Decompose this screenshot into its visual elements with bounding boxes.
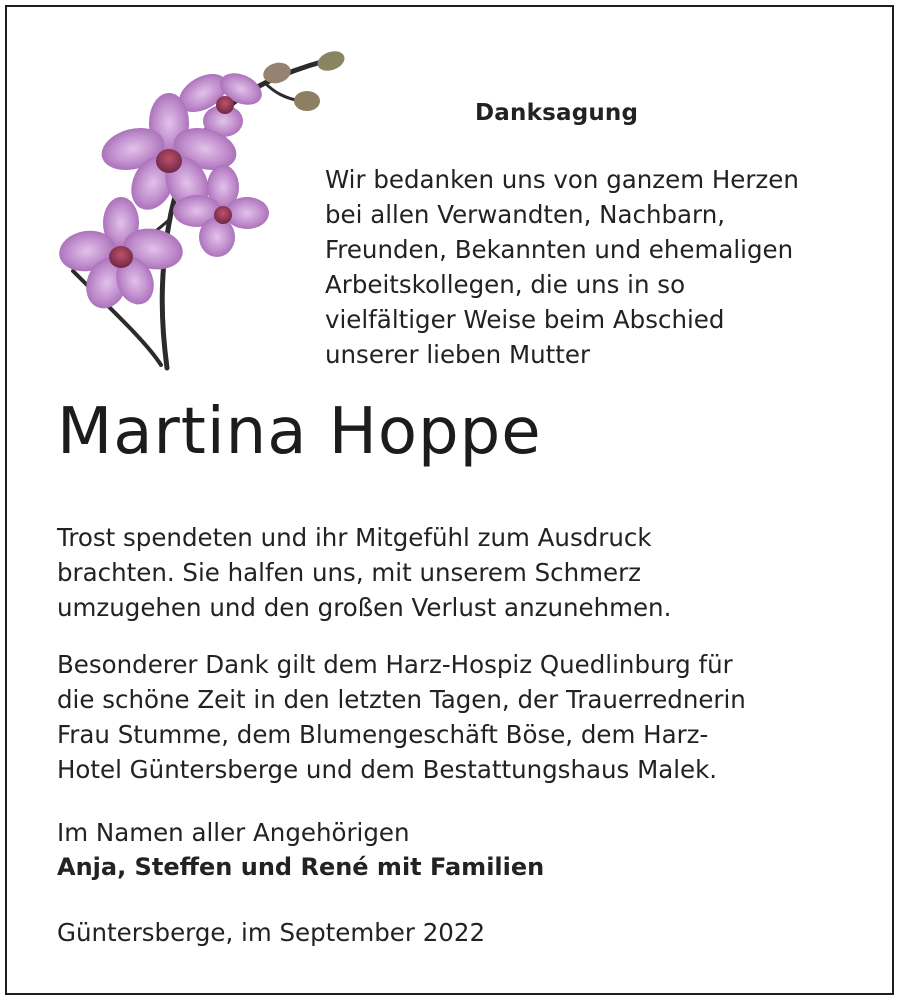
intro-text: Wir bedanken uns von ganzem Herzen bei allen Verwandten, Nachbarn, Freunden, Bekannten und ehemaligen Arbeitskollegen, die uns in so vielfältiger Weise beim Abschied unserer lieben Mutter [325, 165, 799, 369]
orchid-icon [55, 43, 355, 373]
thanks-paragraph-1: Trost spendeten und ihr Mitgefühl zum Ausdruck brachten. Sie halfen uns, mit unserem Schmerz umzugehen und den großen Verlust anzunehmen. [57, 523, 672, 622]
obituary-notice [5, 5, 894, 995]
thanks-paragraph-2: Besonderer Dank gilt dem Harz-Hospiz Quedlinburg für die schöne Zeit in den letzten Tagen, der Trauerrednerin Frau Stumme, dem Blumengeschäft Böse, dem Harz- Hotel Güntersberge und dem Bestattungshaus Malek. [57, 650, 746, 784]
place-date: Güntersberge, im September 2022 [57, 918, 486, 947]
deceased-name: Martina Hoppe [57, 395, 542, 469]
notice-heading: Danksagung [475, 100, 639, 126]
signers: Anja, Steffen und René mit Familien [57, 853, 545, 881]
closing-line: Im Namen aller Angehörigen [57, 818, 410, 847]
